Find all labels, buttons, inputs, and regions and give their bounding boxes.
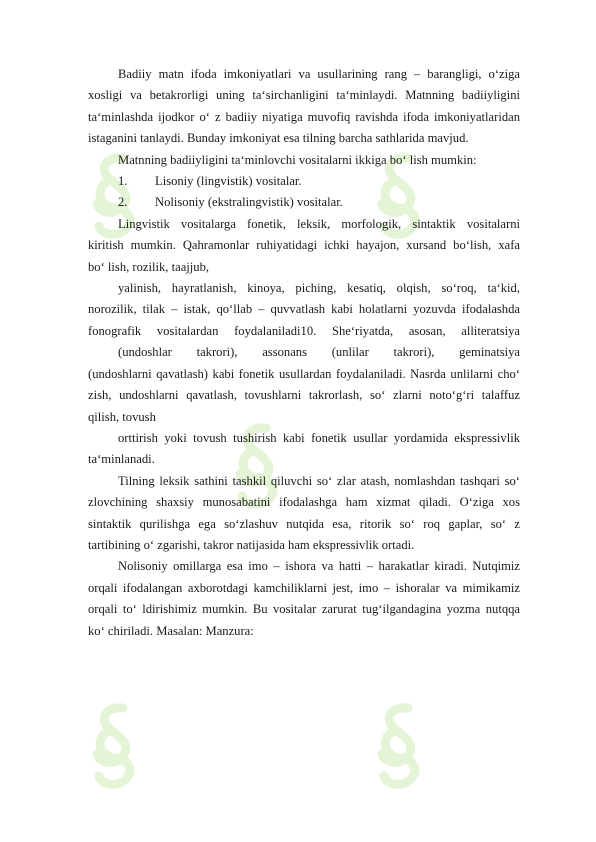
list-item-text: Lisoniy (lingvistik) vositalar. — [155, 174, 302, 189]
text-line: sintaktik qurilishga ega so‘zlashuv nutqida esa, ritorik so‘ roq gaplar, so‘ z — [88, 516, 520, 531]
text-line: tartibining o‘ zgarishi, takror natijasida ham ekspressivlik ortadi. — [88, 537, 415, 552]
text-line: xosligi va betakrorligi uning ta‘sirchanligini ta‘minlaydi. Matnning badiiyligini — [88, 88, 520, 103]
text-line: orqali to‘ ldirishimiz mumkin. Bu vositalar zarurat tug‘ilgandagina yozma nutqqa — [88, 602, 520, 617]
text-line: Tilning leksik sathini tashkil qiluvchi so‘ zlar atash, nomlashdan tashqari so‘ — [118, 473, 520, 488]
watermark-logo-icon — [85, 700, 145, 790]
text-line: kiritish mumkin. Qahramonlar ruhiyatidagi ichki hayajon, xursand bo‘lish, xafa — [88, 238, 520, 253]
list-item-number: 1. — [118, 174, 128, 189]
text-line: (undoshlar takrori), assonans (unlilar takrori), geminatsiya — [118, 345, 520, 360]
text-line: orttirish yoki tovush tushirish kabi fonetik usullar yordamida ekspressivlik — [118, 430, 520, 445]
text-line: ta‘minlanadi. — [88, 452, 155, 467]
text-line: bo‘ lish, rozilik, taajjub, — [88, 259, 210, 274]
body-text — [88, 64, 520, 642]
list-item-text: Nolisoniy (ekstralingvistik) vositalar. — [155, 195, 343, 210]
text-line: yalinish, hayratlanish, kinoya, piching, kesatiq, olqish, so‘roq, ta‘kid, — [118, 281, 520, 296]
text-line: (undoshlarni qavatlash) kabi fonetik usullardan foydalaniladi. Nasrda unlilarni cho‘ — [88, 366, 520, 381]
text-line: qilish, tovush — [88, 409, 156, 424]
text-line: Nolisoniy omillarga esa imo – ishora va hatti – harakatlar kiradi. Nutqimiz — [118, 559, 520, 574]
list-item — [88, 171, 520, 192]
list-item — [88, 192, 520, 213]
watermark-logo-icon — [370, 700, 430, 790]
list-item-number: 2. — [118, 195, 128, 210]
text-line: norozilik, tilak – istak, qo‘llab – quvvatlash kabi holatlarni yozuvda ifodalashda — [88, 302, 520, 317]
text-line: zish, undoshlarni qavatlash, tovushlarni takrorlash, so‘ zlarni noto‘g‘ri talaffuz — [88, 388, 520, 403]
text-line: istaganini tanlaydi. Bunday imkoniyat esa tilning barcha sathlarida mavjud. — [88, 131, 469, 146]
text-line: orqali ifodalangan axborotdagi kamchiliklarni jest, imo – ishoralar va mimikamiz — [88, 580, 520, 595]
text-line: fonografik vositalardan foydalaniladi10. She‘riyatda, asosan, alliteratsiya — [88, 323, 520, 338]
text-line: zlovchining shaxsiy munosabatini ifodalashga ham xizmat qiladi. O‘ziga xos — [88, 495, 520, 510]
text-line: Badiiy matn ifoda imkoniyatlari va usullarining rang – barangligi, o‘ziga — [118, 67, 520, 81]
text-line: Lingvistik vositalarga fonetik, leksik, morfologik, sintaktik vositalarni — [118, 216, 520, 231]
text-line: ta‘minlashda ijodkor o‘ z badiiy niyatiga muvofiq ravishda ifoda imkoniyatlaridan — [88, 109, 520, 124]
text-line: Matnning badiiyligini ta‘minlovchi vositalarni ikkiga bo‘ lish mumkin: — [118, 152, 477, 167]
text-line: ko‘ chiriladi. Masalan: Manzura: — [88, 623, 254, 638]
